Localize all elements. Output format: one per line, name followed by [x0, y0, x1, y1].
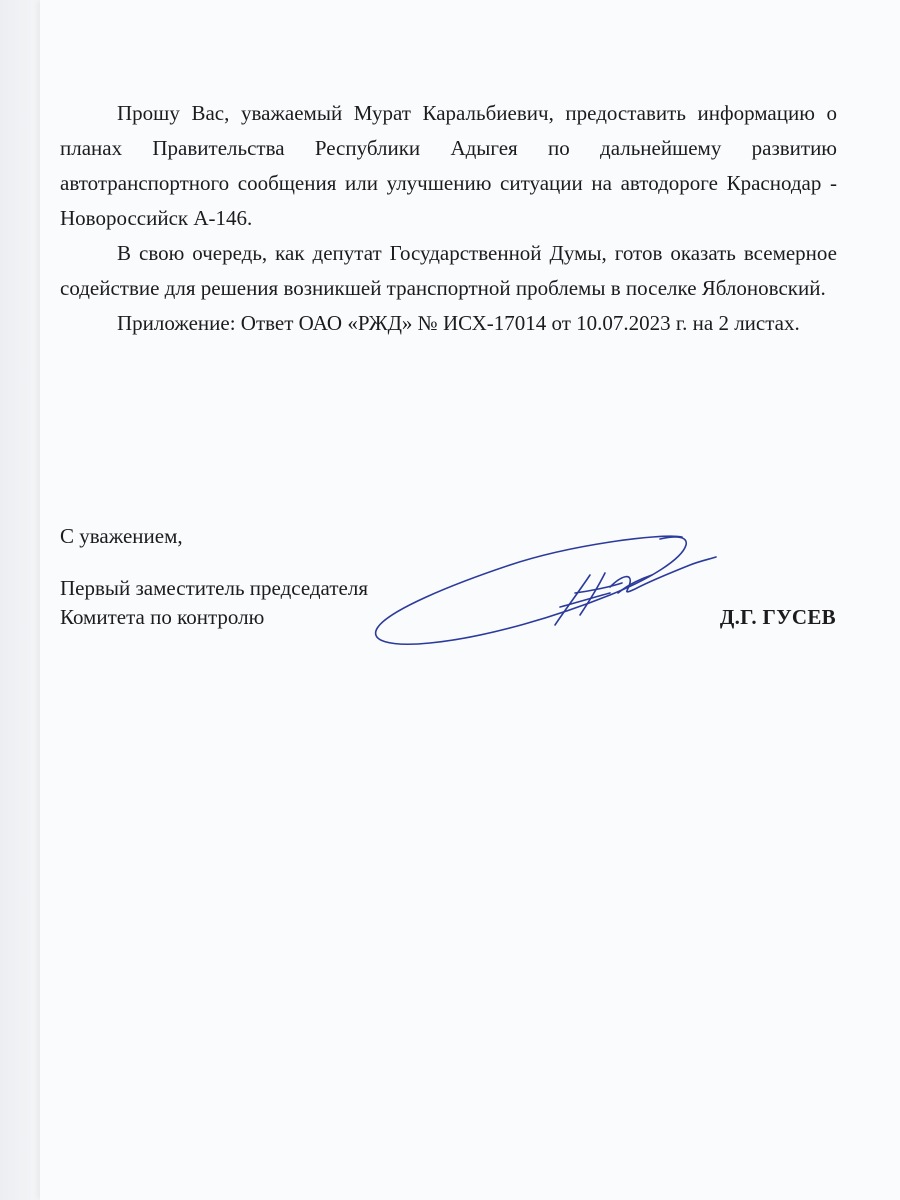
signatory-title-line-1: Первый заместитель председателя	[60, 576, 368, 600]
closing-phrase: С уважением,	[60, 524, 183, 548]
signatory-title-line-2: Комитета по контролю	[60, 605, 265, 629]
handwritten-signature	[360, 515, 730, 665]
signatory-title	[60, 574, 368, 632]
paragraph-attachment: Приложение: Ответ ОАО «РЖД» № ИСХ-17014 от 10.07.2023 г. на 2 листах.	[117, 311, 800, 335]
page-margin	[0, 0, 40, 1200]
signatory-name: Д.Г. ГУСЕВ	[719, 605, 836, 629]
paragraph-assistance: В свою очередь, как депутат Государственной Думы, готов оказать всемерное содействие для решения возникшей транспортной проблемы в поселке Яблоновский.	[60, 241, 837, 300]
paragraph-request: Прошу Вас, уважаемый Мурат Каральбиевич, предоставить информацию о планах Правительства Республики Адыгея по дальнейшему развитию автотранспортного сообщения или улучшению ситуации на автодороге Краснодар - Новороссийск А-146.	[60, 101, 837, 230]
letter-body	[60, 96, 837, 341]
